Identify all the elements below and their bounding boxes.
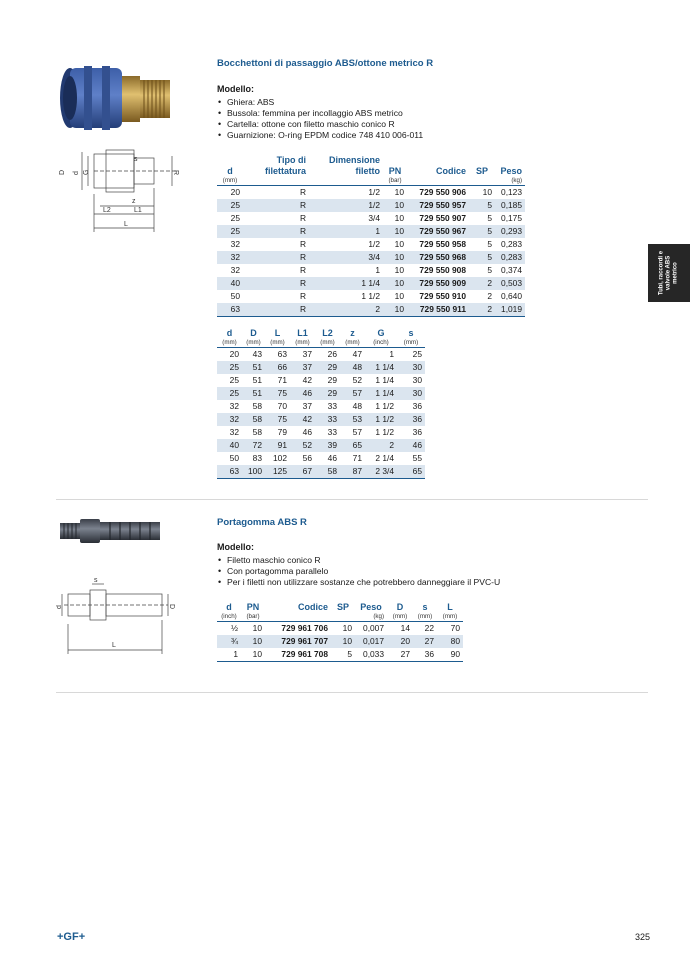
col-header: s xyxy=(408,328,414,338)
table-cell: 2 xyxy=(487,291,492,301)
table-cell: 0,123 xyxy=(501,187,522,197)
col-header: d xyxy=(227,166,233,176)
table-cell: 46 xyxy=(397,439,425,452)
col-header: G xyxy=(377,328,385,338)
table-cell: 2 1/4 xyxy=(375,453,394,463)
col-unit: (mm) xyxy=(340,339,365,348)
table-cell: 27 xyxy=(413,635,437,648)
table-cell: 37 xyxy=(302,401,312,411)
col-unit xyxy=(407,177,469,186)
table-cell: 42 xyxy=(290,413,315,426)
table-cell: 1 xyxy=(217,648,241,662)
table-cell: 90 xyxy=(437,648,463,662)
col-header: D xyxy=(250,328,257,338)
table-cell: 1 1/4 xyxy=(365,387,397,400)
col-unit: (mm) xyxy=(242,339,265,348)
col-header: Peso xyxy=(360,602,382,612)
list-item: • Filetto maschio conico R xyxy=(217,555,500,566)
table-cell: 1/2 xyxy=(368,239,380,249)
table-cell: 40 xyxy=(217,439,242,452)
drawing-label-z: z xyxy=(132,198,136,205)
table-cell: 26 xyxy=(327,349,337,359)
table-cell: 48 xyxy=(340,361,365,374)
col-header: L1 xyxy=(297,328,308,338)
table-row xyxy=(217,361,425,374)
section2-model-label: Modello: xyxy=(217,542,254,552)
table-cell-code: 729 550 906 xyxy=(419,187,466,197)
col-unit xyxy=(265,613,331,622)
col-header: Dimensione filetto xyxy=(328,155,380,176)
table-cell: 25 xyxy=(217,361,242,374)
table-cell: 48 xyxy=(352,401,362,411)
table-cell: 1 1/2 xyxy=(365,413,397,426)
col-unit: (mm) xyxy=(437,613,463,622)
table-cell: 30 xyxy=(412,375,422,385)
table-cell: 14 xyxy=(400,623,410,633)
table-cell: 42 xyxy=(302,375,312,385)
col-header: d xyxy=(226,328,233,338)
table-cell: 29 xyxy=(315,361,340,374)
section2-bullet-list xyxy=(217,555,500,588)
table-cell-code: 729 550 908 xyxy=(419,265,466,275)
table-cell: 52 xyxy=(290,439,315,452)
table-cell: 36 xyxy=(412,427,422,437)
table-cell: 58 xyxy=(242,413,265,426)
table-cell: 79 xyxy=(277,427,287,437)
table-cell-code: 729 550 957 xyxy=(407,199,469,212)
table-cell: 10 xyxy=(252,623,262,633)
table-cell: 50 xyxy=(230,291,240,301)
table-cell: 75 xyxy=(265,387,290,400)
table-cell: 1/2 xyxy=(309,199,383,212)
table-cell: 10 xyxy=(383,303,407,317)
table-cell: 1 1/4 xyxy=(365,361,397,374)
table-cell: 55 xyxy=(412,453,422,463)
table-cell: 65 xyxy=(340,439,365,452)
table-cell: 58 xyxy=(315,465,340,479)
table-cell: 10 xyxy=(482,187,492,197)
col-header: PN xyxy=(246,602,260,612)
table-cell: R xyxy=(243,277,309,290)
table-cell: 10 xyxy=(394,213,404,223)
col-unit: (mm) xyxy=(315,339,340,348)
drawing-label-R: R xyxy=(172,170,179,176)
table-cell: R xyxy=(299,239,306,249)
table-row xyxy=(217,648,463,662)
col-header: Codice xyxy=(435,166,466,176)
table-cell: 20 xyxy=(229,349,239,359)
section1-model-label: Modello: xyxy=(217,84,254,94)
table-cell: 100 xyxy=(242,465,265,479)
table-row xyxy=(217,290,525,303)
table-cell: 50 xyxy=(229,453,239,463)
union-spec-table xyxy=(217,155,525,317)
table-cell: 46 xyxy=(327,453,337,463)
table-cell: 10 xyxy=(394,187,404,197)
table-cell: 0,175 xyxy=(501,213,522,223)
table-cell: 5 xyxy=(331,648,355,662)
drawing-label-d: d xyxy=(56,605,63,609)
table-cell: 10 xyxy=(383,225,407,238)
hose-tail-spec-table xyxy=(217,602,463,662)
table-cell: 22 xyxy=(424,623,434,633)
table-cell: 0,283 xyxy=(495,251,525,264)
table-cell: 32 xyxy=(230,239,240,249)
table-cell: 5 xyxy=(487,213,492,223)
table-row xyxy=(217,348,425,362)
col-header: D xyxy=(396,602,404,612)
table-cell: 67 xyxy=(290,465,315,479)
table-row xyxy=(217,303,525,317)
page-number: 325 xyxy=(634,932,650,942)
table-cell: 1 1/2 xyxy=(375,401,394,411)
table-cell: 36 xyxy=(397,413,425,426)
col-unit: (bar) xyxy=(241,613,265,622)
list-item: • Con portagomma parallelo xyxy=(217,566,500,577)
table-cell: R xyxy=(299,213,306,223)
table-cell-code: 729 550 958 xyxy=(419,239,466,249)
table-row xyxy=(217,251,525,264)
table-row xyxy=(217,426,425,439)
table-cell: 29 xyxy=(315,387,340,400)
table-cell: 0,374 xyxy=(501,265,522,275)
table-cell: 52 xyxy=(352,375,362,385)
table-cell: 32 xyxy=(229,401,239,411)
col-header: SP xyxy=(336,602,349,612)
table-cell: 32 xyxy=(230,265,240,275)
table-row xyxy=(217,413,425,426)
table-row xyxy=(217,452,425,465)
col-header: z xyxy=(350,328,355,338)
col-unit xyxy=(331,613,355,622)
col-unit: (kg) xyxy=(355,613,387,622)
hose-tail-technical-drawing xyxy=(56,574,184,660)
col-unit: (mm) xyxy=(387,613,413,622)
union-dimension-table xyxy=(217,328,425,479)
table-cell: 63 xyxy=(217,465,242,479)
table-cell: 46 xyxy=(302,427,312,437)
table-cell: 33 xyxy=(315,413,340,426)
table-cell: 40 xyxy=(217,277,243,290)
table-row xyxy=(217,238,525,251)
table-cell: 5 xyxy=(469,225,495,238)
table-cell: 32 xyxy=(217,251,243,264)
table-cell: 0,007 xyxy=(363,623,384,633)
table-cell: 3/4 xyxy=(309,251,383,264)
table-cell: 80 xyxy=(437,635,463,648)
table-cell-code: 729 550 911 xyxy=(407,303,469,317)
table-cell: 1 xyxy=(309,225,383,238)
table-cell: 10 xyxy=(383,277,407,290)
col-unit: (kg) xyxy=(495,177,525,186)
drawing-label-s: s xyxy=(134,156,138,163)
table-cell: 51 xyxy=(242,387,265,400)
table-cell: R xyxy=(299,187,306,197)
drawing-label-D: D xyxy=(168,604,175,610)
table-cell: 57 xyxy=(352,427,362,437)
table-cell: 91 xyxy=(265,439,290,452)
table-cell: 25 xyxy=(230,213,240,223)
table-cell: R xyxy=(243,303,309,317)
table-cell-code: 729 550 968 xyxy=(407,251,469,264)
table-cell: 1 xyxy=(389,349,394,359)
table-cell-code: 729 961 706 xyxy=(281,623,328,633)
col-header: L xyxy=(274,328,281,338)
table-cell: 0,640 xyxy=(501,291,522,301)
table-cell: 0,293 xyxy=(495,225,525,238)
table-cell: 72 xyxy=(242,439,265,452)
table-cell-code: 729 550 907 xyxy=(419,213,466,223)
list-item: • Cartella: ottone con filetto maschio conico R xyxy=(217,119,423,130)
col-header: L2 xyxy=(322,328,333,338)
col-unit xyxy=(243,177,309,186)
col-header: L xyxy=(447,602,453,612)
drawing-label-s: s xyxy=(94,577,98,584)
col-unit: (mm) xyxy=(217,339,242,348)
table-cell: 36 xyxy=(413,648,437,662)
col-unit xyxy=(309,177,383,186)
col-unit: (mm) xyxy=(265,339,290,348)
table-cell: 5 xyxy=(469,251,495,264)
table-cell: 20 xyxy=(230,187,240,197)
table-cell: 27 xyxy=(387,648,413,662)
table-cell: 51 xyxy=(242,361,265,374)
table-cell: ¾ xyxy=(217,635,241,648)
table-cell: 1 1/4 xyxy=(309,277,383,290)
col-header: s xyxy=(422,602,428,612)
table-cell: 1/2 xyxy=(368,187,380,197)
table-cell: 10 xyxy=(342,623,352,633)
table-row xyxy=(217,186,525,200)
col-unit: (mm) xyxy=(217,177,243,186)
table-cell: 2 xyxy=(469,277,495,290)
table-cell: 0,185 xyxy=(495,199,525,212)
table-cell: 57 xyxy=(340,387,365,400)
table-cell: 32 xyxy=(229,427,239,437)
table-cell: 46 xyxy=(290,387,315,400)
drawing-label-L: L xyxy=(112,642,116,649)
table-cell: 5 xyxy=(487,265,492,275)
table-cell: R xyxy=(243,251,309,264)
table-cell: 1 xyxy=(375,265,380,275)
table-cell: 10 xyxy=(383,199,407,212)
table-cell: 83 xyxy=(252,453,262,463)
table-cell: 1 1/2 xyxy=(361,291,380,301)
table-cell: 56 xyxy=(302,453,312,463)
table-row xyxy=(217,439,425,452)
table-cell: 63 xyxy=(277,349,287,359)
table-cell: 29 xyxy=(327,375,337,385)
section-divider xyxy=(56,692,648,693)
table-cell: 30 xyxy=(397,387,425,400)
table-cell: 70 xyxy=(450,623,460,633)
table-cell: 30 xyxy=(397,361,425,374)
chapter-side-tab xyxy=(648,244,690,302)
table-cell-code: 729 550 967 xyxy=(407,225,469,238)
table-cell: 51 xyxy=(252,375,262,385)
table-cell: R xyxy=(299,265,306,275)
table-cell: 43 xyxy=(252,349,262,359)
drawing-label-G: G xyxy=(83,169,90,175)
col-header: Tipo di filettatura xyxy=(264,155,306,176)
table-row xyxy=(217,374,425,387)
table-cell: 2 xyxy=(309,303,383,317)
table-cell: 1 1/2 xyxy=(375,427,394,437)
table-row xyxy=(217,465,425,479)
col-unit xyxy=(469,177,495,186)
table-cell: 58 xyxy=(252,427,262,437)
col-unit: (mm) xyxy=(397,339,425,348)
table-cell: 1,019 xyxy=(495,303,525,317)
table-cell: 25 xyxy=(229,375,239,385)
table-cell: 0,017 xyxy=(355,635,387,648)
table-cell-code: 729 961 708 xyxy=(265,648,331,662)
table-row xyxy=(217,622,463,636)
table-cell-code: 729 550 909 xyxy=(407,277,469,290)
table-cell: 10 xyxy=(241,648,265,662)
table-cell: 53 xyxy=(340,413,365,426)
union-product-photo xyxy=(56,52,176,144)
col-unit: (mm) xyxy=(413,613,437,622)
hose-tail-product-photo xyxy=(58,514,164,548)
col-unit: (mm) xyxy=(290,339,315,348)
col-unit: (inch) xyxy=(217,613,241,622)
table-cell: 65 xyxy=(397,465,425,479)
table-cell: 87 xyxy=(340,465,365,479)
table-cell: R xyxy=(243,225,309,238)
table-row xyxy=(217,277,525,290)
table-row xyxy=(217,635,463,648)
table-row xyxy=(217,199,525,212)
table-cell-code: 729 961 707 xyxy=(265,635,331,648)
col-header: Peso xyxy=(500,166,522,176)
list-item: • Bussola: femmina per incollaggio ABS metrico xyxy=(217,108,423,119)
table-cell: 102 xyxy=(273,453,287,463)
table-cell: 1 1/4 xyxy=(375,375,394,385)
table-cell: 39 xyxy=(315,439,340,452)
table-cell: 10 xyxy=(394,265,404,275)
drawing-label-L1: L1 xyxy=(134,207,142,214)
section2-title: Portagomma ABS R xyxy=(217,517,307,528)
section1-title: Bocchettoni di passaggio ABS/ottone metrico R xyxy=(217,58,434,69)
section1-bullet-list xyxy=(217,97,423,141)
table-cell: 5 xyxy=(469,199,495,212)
table-cell: 71 xyxy=(352,453,362,463)
table-cell: 33 xyxy=(327,427,337,437)
hose-tail-spec-table-body xyxy=(217,622,463,662)
gf-logo: +GF+ xyxy=(57,931,86,943)
list-item: • Per i filetti non utilizzare sostanze che potrebbero danneggiare il PVC-U xyxy=(217,577,500,588)
union-spec-table-body xyxy=(217,186,525,317)
table-cell: 2 3/4 xyxy=(365,465,397,479)
table-cell: 3/4 xyxy=(368,213,380,223)
table-cell: 25 xyxy=(412,349,422,359)
table-cell: 36 xyxy=(412,401,422,411)
table-cell: 0,033 xyxy=(355,648,387,662)
table-cell: 37 xyxy=(302,349,312,359)
table-cell: 58 xyxy=(252,401,262,411)
table-cell: ½ xyxy=(231,623,238,633)
drawing-label-L2: L2 xyxy=(103,207,111,214)
table-row xyxy=(217,225,525,238)
table-cell-code: 729 550 910 xyxy=(419,291,466,301)
table-cell: 47 xyxy=(352,349,362,359)
table-cell: 10 xyxy=(394,239,404,249)
table-cell: 25 xyxy=(217,199,243,212)
table-cell: 71 xyxy=(277,375,287,385)
table-cell: 63 xyxy=(217,303,243,317)
col-header: SP xyxy=(475,166,488,176)
col-header: d xyxy=(226,602,232,612)
table-row xyxy=(217,400,425,413)
union-dimension-table-body xyxy=(217,348,425,479)
col-unit: (inch) xyxy=(365,339,397,348)
col-header: PN xyxy=(388,166,402,176)
drawing-label-D: D xyxy=(59,169,66,175)
table-cell: 0,283 xyxy=(501,239,522,249)
table-cell: 0,503 xyxy=(495,277,525,290)
drawing-label-d: d xyxy=(73,171,80,175)
table-cell: 10 xyxy=(394,291,404,301)
union-technical-drawing xyxy=(56,146,186,238)
table-cell: 5 xyxy=(487,239,492,249)
table-cell: R xyxy=(243,199,309,212)
table-cell: 32 xyxy=(217,413,242,426)
chapter-side-tab-label: Tubi, raccordi e valvole ABS metrico xyxy=(658,250,679,296)
table-cell: 20 xyxy=(387,635,413,648)
table-cell: 125 xyxy=(265,465,290,479)
table-row xyxy=(217,264,525,277)
col-header: Codice xyxy=(297,602,328,612)
section-divider xyxy=(56,499,648,500)
table-cell: 66 xyxy=(265,361,290,374)
table-cell: 75 xyxy=(265,413,290,426)
table-cell: 33 xyxy=(327,401,337,411)
table-cell: 2 xyxy=(365,439,397,452)
drawing-label-L: L xyxy=(124,221,128,228)
table-cell: 25 xyxy=(217,225,243,238)
list-item: • Guarnizione: O-ring EPDM codice 748 410 006-011 xyxy=(217,130,423,141)
table-cell: 10 xyxy=(241,635,265,648)
table-row xyxy=(217,212,525,225)
table-cell: 10 xyxy=(331,635,355,648)
table-row xyxy=(217,387,425,400)
table-cell: 10 xyxy=(383,251,407,264)
table-cell: R xyxy=(299,291,306,301)
table-cell: 37 xyxy=(290,361,315,374)
table-cell: 25 xyxy=(217,387,242,400)
col-unit: (bar) xyxy=(383,177,407,186)
list-item: • Ghiera: ABS xyxy=(217,97,423,108)
table-cell: 70 xyxy=(277,401,287,411)
table-cell: 2 xyxy=(469,303,495,317)
